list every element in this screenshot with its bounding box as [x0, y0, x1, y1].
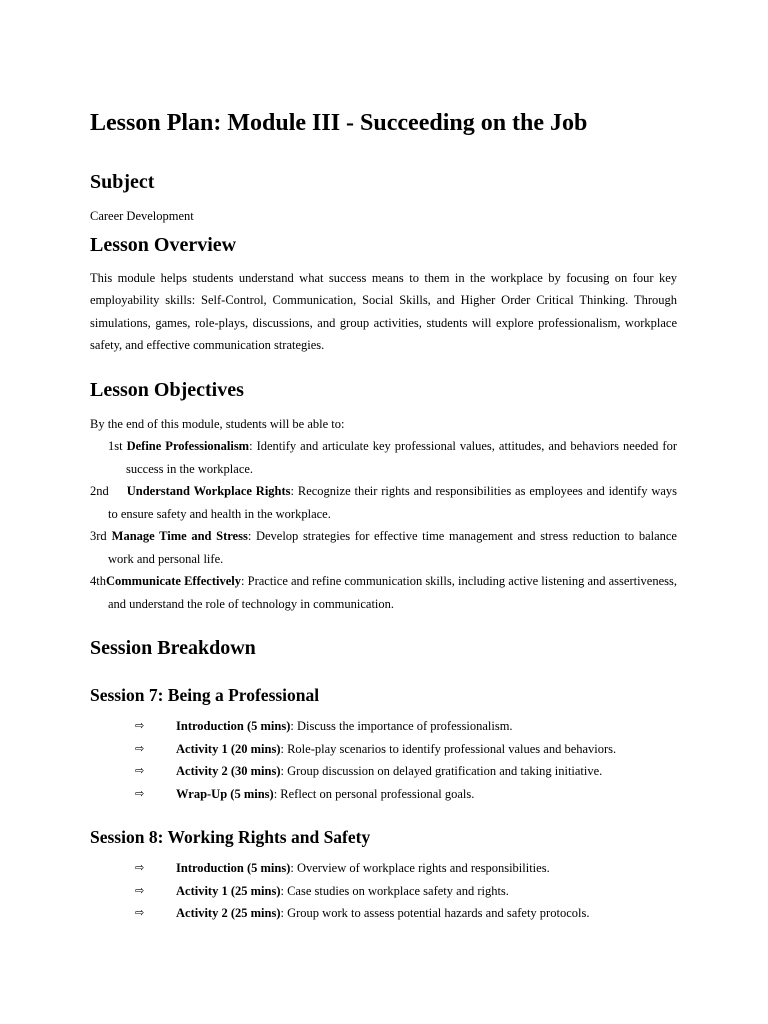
activity-label: Introduction (5 mins) — [176, 861, 291, 875]
overview-text: This module helps students understand what success means to them in the workplace by focusing on four key employability skills: Self-Control, Communication, Social Skills, and Higher Order Critical Thinking. Through simulations, games, role-plays, discussions, and group activities, students will explore professionalism, workplace safety, and effective communication strategies. — [90, 270, 677, 352]
activity-text: : Group work to assess potential hazards and safety protocols. — [280, 906, 590, 920]
list-item — [90, 715, 677, 738]
page-title: Lesson Plan: Module III - Succeeding on the Job — [90, 110, 588, 136]
arrow-bullet-icon: ⇨ — [135, 906, 145, 919]
arrow-bullet-icon: ⇨ — [135, 719, 145, 732]
session-8-list — [90, 857, 677, 925]
session-7-title: Session 7: Being a Professional — [90, 685, 320, 705]
activity-label: Activity 1 (20 mins) — [176, 741, 281, 756]
activity-text: : Role-play scenarios to identify professional values and behaviors. — [280, 741, 617, 756]
activity-text: : Case studies on workplace safety and rights. — [280, 883, 509, 898]
session-7-list — [90, 715, 677, 805]
objective-item — [90, 525, 677, 570]
activity-label: Activity 2 (30 mins) — [176, 764, 281, 778]
objective-text: : Practice and refine communication skills, including active listening and assertiveness, and understand the role of technology in communication. — [108, 574, 678, 611]
activity-label: Activity 1 (25 mins) — [176, 883, 281, 898]
objective-number: 2nd — [90, 484, 109, 498]
objectives-intro: By the end of this module, students will be able to: — [90, 416, 345, 431]
activity-label: Wrap-Up (5 mins) — [176, 786, 274, 801]
objective-text: : Identify and articulate key professional values, attitudes, and behaviors needed for success in the workplace. — [126, 439, 677, 476]
arrow-bullet-icon: ⇨ — [135, 786, 145, 800]
activity-label: Introduction (5 mins) — [176, 719, 291, 733]
objective-item — [90, 570, 677, 615]
subject-heading: Subject — [90, 171, 155, 193]
list-item — [90, 902, 677, 925]
objective-item — [90, 480, 677, 525]
activity-text: : Reflect on personal professional goals. — [273, 786, 475, 801]
arrow-bullet-icon: ⇨ — [135, 883, 145, 897]
objective-title: Define Professionalism — [126, 439, 250, 453]
objective-number: 4th — [90, 574, 106, 588]
list-item — [90, 857, 677, 880]
objectives-heading: Lesson Objectives — [90, 378, 244, 401]
list-item — [90, 783, 677, 806]
list-item — [90, 760, 677, 783]
arrow-bullet-icon: ⇨ — [135, 861, 145, 874]
objective-title: Communicate Effectively — [105, 574, 242, 588]
objective-item — [90, 435, 677, 480]
objective-title: Understand Workplace Rights — [126, 484, 291, 498]
objective-number: 3rd — [90, 529, 107, 543]
session-8-title: Session 8: Working Rights and Safety — [90, 827, 371, 847]
subject-text: Career Development — [90, 209, 194, 223]
objective-text: : Develop strategies for effective time management and stress reduction to balance work and personal life. — [108, 529, 677, 566]
objectives-list — [90, 435, 677, 615]
overview-heading: Lesson Overview — [90, 233, 237, 256]
objective-text: : Recognize their rights and responsibilities as employees and identify ways to ensure safety and health in the workplace. — [108, 484, 678, 521]
list-item — [90, 880, 677, 903]
activity-text: : Group discussion on delayed gratification and taking initiative. — [280, 764, 603, 778]
objective-number: 1st — [108, 439, 123, 453]
list-item — [90, 738, 677, 761]
activity-text: : Discuss the importance of professionalism. — [290, 719, 513, 733]
activity-text: : Overview of workplace rights and responsibilities. — [290, 861, 550, 875]
arrow-bullet-icon: ⇨ — [135, 764, 145, 777]
breakdown-heading: Session Breakdown — [90, 637, 256, 659]
activity-label: Activity 2 (25 mins) — [176, 906, 281, 920]
objective-title: Manage Time and Stress — [111, 529, 248, 543]
arrow-bullet-icon: ⇨ — [135, 741, 145, 755]
document-content — [90, 107, 677, 945]
